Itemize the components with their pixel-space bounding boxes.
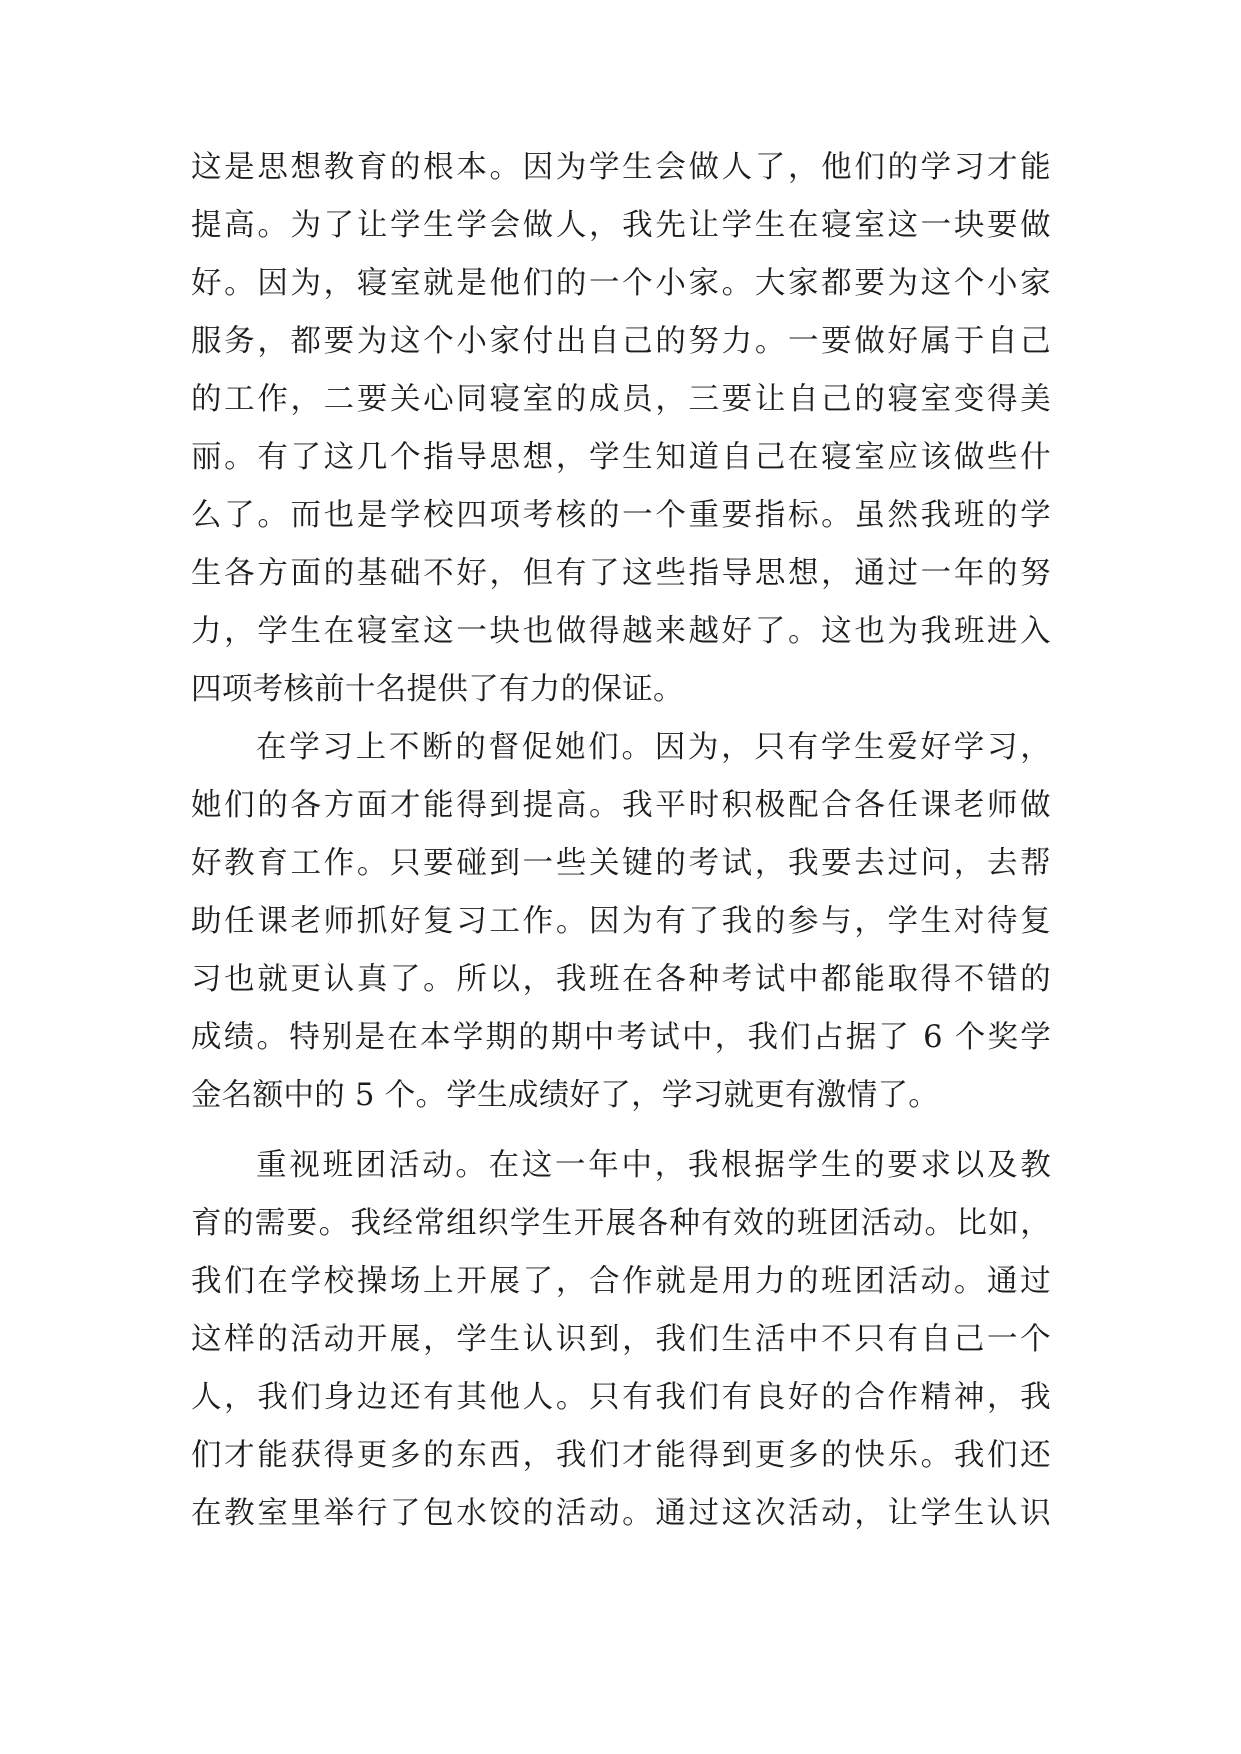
text-line: 成绩。特别是在本学期的期中考试中，我们占据了 6 个奖学: [191, 1020, 1051, 1055]
text-line: 好教育工作。只要碰到一些关键的考试，我要去过问，去帮: [191, 846, 1051, 881]
paragraph-first-line: 在学习上不断的督促她们。因为，只有学生爱好学习，: [256, 730, 1051, 765]
text-line: 好。因为，寝室就是他们的一个小家。大家都要为这个小家: [191, 266, 1051, 301]
text-line: 我们在学校操场上开展了，合作就是用力的班团活动。通过: [191, 1264, 1051, 1299]
text-line: 人，我们身边还有其他人。只有我们有良好的合作精神，我: [191, 1380, 1051, 1415]
text-line: 丽。有了这几个指导思想，学生知道自己在寝室应该做些什: [191, 440, 1051, 475]
text-line: 四项考核前十名提供了有力的保证。: [191, 672, 684, 707]
text-line: 这是思想教育的根本。因为学生会做人了，他们的学习才能: [191, 150, 1051, 185]
paragraph-first-line: 重视班团活动。在这一年中，我根据学生的要求以及教: [256, 1148, 1051, 1183]
text-line: 力，学生在寝室这一块也做得越来越好了。这也为我班进入: [191, 614, 1051, 649]
text-line: 金名额中的 5 个。学生成绩好了，学习就更有激情了。: [191, 1078, 940, 1113]
text-line: 的工作，二要关心同寝室的成员，三要让自己的寝室变得美: [191, 382, 1051, 417]
text-line: 生各方面的基础不好，但有了这些指导思想，通过一年的努: [191, 556, 1051, 591]
text-line: 们才能获得更多的东西，我们才能得到更多的快乐。我们还: [191, 1438, 1051, 1473]
text-line: 服务，都要为这个小家付出自己的努力。一要做好属于自己: [191, 324, 1051, 359]
text-line: 习也就更认真了。所以，我班在各种考试中都能取得不错的: [191, 962, 1051, 997]
text-line: 育的需要。我经常组织学生开展各种有效的班团活动。比如，: [191, 1206, 1051, 1241]
text-line: 在教室里举行了包水饺的活动。通过这次活动，让学生认识: [191, 1496, 1051, 1531]
text-line: 她们的各方面才能得到提高。我平时积极配合各任课老师做: [191, 788, 1051, 823]
text-line: 助任课老师抓好复习工作。因为有了我的参与，学生对待复: [191, 904, 1051, 939]
text-line: 提高。为了让学生学会做人，我先让学生在寝室这一块要做: [191, 208, 1051, 243]
text-line: 么了。而也是学校四项考核的一个重要指标。虽然我班的学: [191, 498, 1051, 533]
text-line: 这样的活动开展，学生认识到，我们生活中不只有自己一个: [191, 1322, 1051, 1357]
